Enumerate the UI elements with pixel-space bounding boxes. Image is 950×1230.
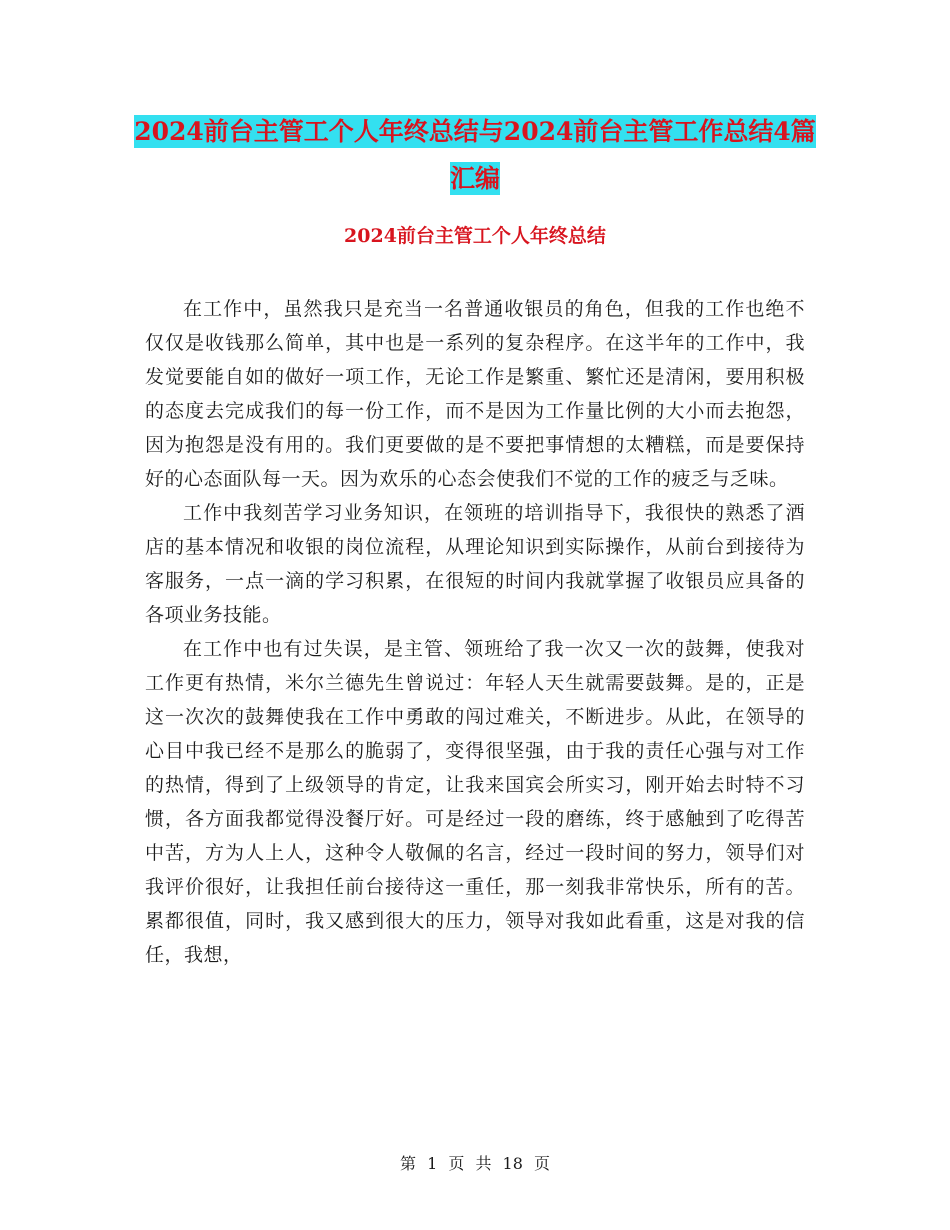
document-body xyxy=(145,292,805,972)
page-number-footer: 第 1 页 共 18 页 xyxy=(400,1154,550,1173)
paragraph: 在工作中也有过失误，是主管、领班给了我一次又一次的鼓舞，使我对工作更有热情，米尔兰德先生曾说过：年轻人天生就需要鼓舞。是的，正是这一次次的鼓舞使我在工作中勇敢的闯过难关，不断进步。从此，在领导的心目中我已经不是那么的脆弱了，变得很坚强，由于我的责任心强与对工作的热情，得到了上级领导的肯定，让我来国宾会所实习，刚开始去时特不习惯，各方面我都觉得没餐厅好。可是经过一段的磨练，终于感触到了吃得苦中苦，方为人上人，这种令人敬佩的名言，经过一段时间的努力，领导们对我评价很好，让我担任前台接待这一重任，那一刻我非常快乐，所有的苦。累都很值，同时，我又感到很大的压力，领导对我如此看重，这是对我的信任，我想， xyxy=(145,638,805,966)
document-title-text: 2024前台主管工个人年终总结与2024前台主管工作总结4篇汇编 xyxy=(134,117,816,193)
document-title xyxy=(130,108,820,202)
paragraph: 工作中我刻苦学习业务知识，在领班的培训指导下，我很快的熟悉了酒店的基本情况和收银的岗位流程，从理论知识到实际操作，从前台到接待为客服务，一点一滴的学习积累，在很短的时间内我就掌握了收银员应具备的各项业务技能。 xyxy=(145,502,805,626)
paragraph: 在工作中，虽然我只是充当一名普通收银员的角色，但我的工作也绝不仅仅是收钱那么简单，其中也是一系列的复杂程序。在这半年的工作中，我发觉要能自如的做好一项工作，无论工作是繁重、繁忙还是清闲，要用积极的态度去完成我们的每一份工作，而不是因为工作量比例的大小而去抱怨，因为抱怨是没有用的。我们更要做的是不要把事情想的太糟糕，而是要保持好的心态面队每一天。因为欢乐的心态会使我们不觉的工作的疲乏与乏味。 xyxy=(145,298,805,490)
section-title: 2024前台主管工个人年终总结 xyxy=(344,225,606,247)
